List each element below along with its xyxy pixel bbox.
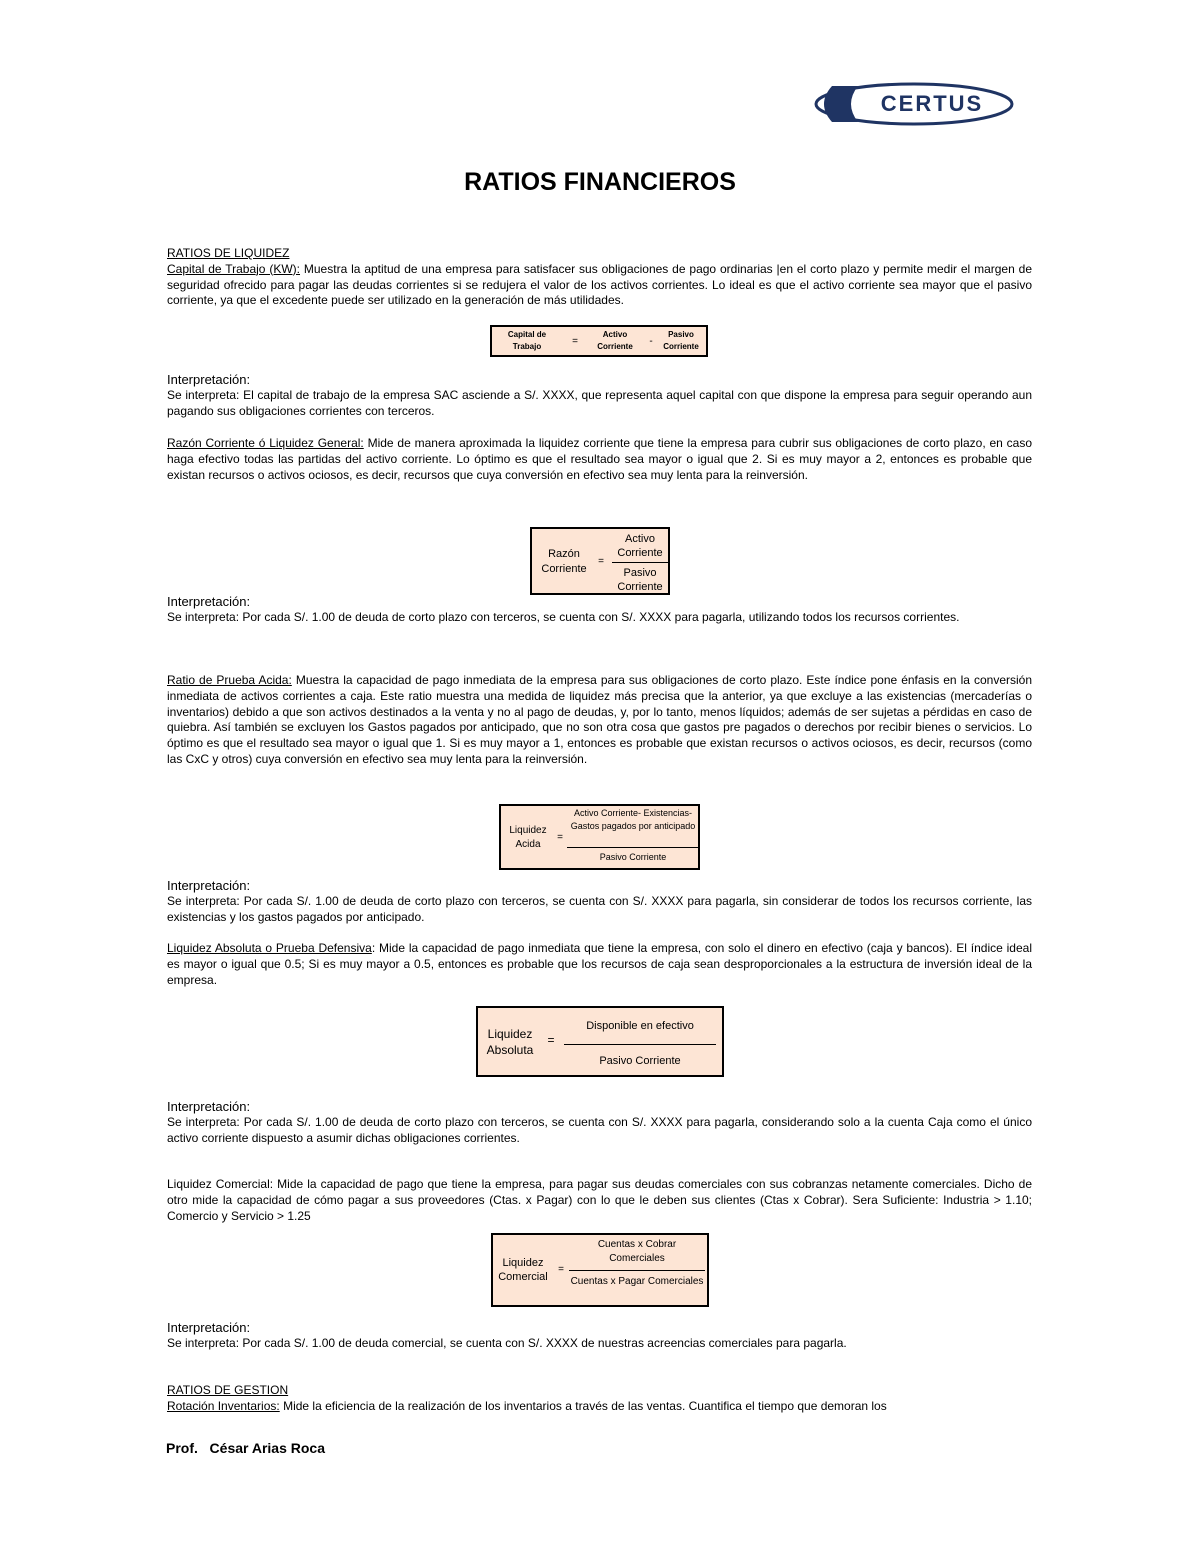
kw-formula-a: Activo Corriente	[597, 330, 633, 351]
gestion-section	[167, 1383, 1032, 1415]
interp-label: Interpretación:	[167, 878, 251, 893]
kw-text: Muestra la aptitud de una empresa para satisfacer sus obligaciones de pago ordinarias |en el corto plazo y permite medir el margen de seguridad ofrecido para pagar las deudas corrientes si se redujera el valor de los activos corrientes. Lo ideal es que el activo corriente sea mayor que el pasivo corriente, ya que el excedente puede ser utilizado en la generación de más utilidades.	[167, 261, 1032, 308]
interp-label: Interpretación:	[167, 1320, 251, 1335]
section-heading-gestion: RATIOS DE GESTION	[167, 1383, 289, 1397]
rc-formula-den: Pasivo Corriente	[617, 567, 663, 593]
pa-formula-eq: =	[557, 832, 563, 843]
la-formula-left: Liquidez Absoluta	[486, 1027, 534, 1057]
la-term: Liquidez Absoluta o Prueba Defensiva	[167, 941, 372, 955]
la-formula-num: Disponible en efectivo	[586, 1020, 694, 1032]
kw-formula-left: Capital de Trabajo	[507, 330, 547, 351]
fraction-line	[564, 1044, 716, 1045]
lc-formula-left: Liquidez Comercial	[498, 1257, 548, 1283]
la-text: : Mide la capacidad de pago inmediata que tiene la empresa, con solo el dinero en efectivo (caja y bancos). El índice ideal es mayor o igual que 0.5; Si es muy mayor a 0.5, entonces es probable que los recursos de caja sean desproporcionales a la estructura de inversión ideal de la empresa.	[167, 941, 1032, 987]
interp-label: Interpretación:	[167, 594, 251, 609]
pa-formula-num: Activo Corriente- Existencias- Gastos pagados por anticipado	[570, 808, 696, 831]
footer-author: Prof. César Arias Roca	[166, 1440, 325, 1456]
ri-text: Mide la eficiencia de la realización de los inventarios a través de las ventas. Cuantifica el tiempo que demoran los	[279, 1398, 887, 1413]
pa-term: Ratio de Prueba Acida:	[167, 673, 292, 687]
la-formula-box	[476, 1006, 724, 1077]
pa-text: Muestra la capacidad de pago inmediata de la empresa para sus obligaciones de corto plazo. Este índice pone énfasis en la conversión inmediata de activos corrientes a caja. Este ratio muestra una medida de liquidez más precisa que la anterior, ya que excluye a las existencias (mercaderías o inventarios) debido a que son activos destinados a la venta y no al pago de deudas, y, por lo tanto, menos líquidos; además de ser sujetas a pérdidas en caso de quiebra. Así también se excluyen los Gastos pagados por anticipado, que no son otra cosa que gastos pre pagados o derechos por recibir bienes o servicios. Lo óptimo es que el resultado sea mayor o igual que 1. Si es muy mayor a 1, entonces es probable que existan recursos o activos ociosos, es decir, recursos (como las CxC y otros) cuya conversión en efectivo sea muy lenta para la reinversión.	[167, 673, 1032, 766]
interp-label: Interpretación:	[167, 1099, 251, 1114]
rc-interpretation	[167, 594, 1032, 626]
rc-formula-eq: =	[598, 556, 604, 567]
lc-formula-num: Cuentas x Cobrar Comerciales	[597, 1239, 677, 1264]
kw-interpretation	[167, 372, 1032, 419]
kw-section	[167, 246, 1032, 309]
la-formula-den: Pasivo Corriente	[599, 1055, 681, 1067]
rc-paragraph	[167, 436, 1032, 483]
lc-paragraph: Liquidez Comercial: Mide la capacidad de pago que tiene la empresa, para pagar sus deudas comerciales con sus cobranzas netamente comerciales. Dicho de otro mide la capacidad de cómo pagar a sus proveedores (Ctas. x Pagar) con lo que le deben sus clientes (Ctas x Cobrar). Sera Suficiente: Industria > 1.10; Comercio y Servicio > 1.25	[167, 1177, 1032, 1223]
lc-formula-eq: =	[558, 1264, 564, 1275]
page-title: RATIOS FINANCIEROS	[464, 168, 736, 196]
kw-formula-eq: =	[572, 336, 578, 347]
lc-formula-den: Cuentas x Pagar Comerciales	[570, 1276, 704, 1287]
interp-label: Interpretación:	[167, 372, 251, 387]
pa-formula-left: Liquidez Acida	[509, 825, 547, 850]
kw-term: Capital de Trabajo (KW):	[167, 261, 301, 276]
ri-paragraph	[167, 1399, 1032, 1415]
fraction-line	[612, 562, 668, 563]
section-heading-liquidez: RATIOS DE LIQUIDEZ	[167, 246, 290, 260]
la-formula-eq: =	[547, 1033, 555, 1047]
svg-text:CERTUS: CERTUS	[880, 91, 984, 116]
kw-formula-op: -	[649, 336, 653, 347]
interp-text: Se interpreta: Por cada S/. 1.00 de deuda de corto plazo con terceros, se cuenta con S/. XXXX para pagarla, utilizando todos los recursos corrientes.	[167, 609, 960, 624]
pa-interpretation	[167, 878, 1032, 925]
rc-term: Razón Corriente ó Liquidez General:	[167, 436, 364, 450]
ri-term: Rotación Inventarios:	[167, 1398, 280, 1413]
kw-formula-box	[490, 325, 708, 357]
interp-text: Se interpreta: Por cada S/. 1.00 de deuda de corto plazo con terceros, se cuenta con S/. XXXX para pagarla, sin considerar de todos los recursos corriente, las existencias y los gastos pagados por anticipado.	[167, 893, 1032, 924]
interp-text: Se interpreta: Por cada S/. 1.00 de deuda comercial, se cuenta con S/. XXXX de nuestras acreencias comerciales para pagarla.	[167, 1335, 847, 1350]
pa-formula-box	[499, 804, 700, 870]
kw-paragraph	[167, 262, 1032, 309]
rc-formula-num: Activo Corriente	[617, 533, 663, 559]
interp-text: Se interpreta: Por cada S/. 1.00 de deuda de corto plazo con terceros, se cuenta con S/. XXXX para pagarla, considerando solo a la cuenta Caja como el único activo corriente dispuesto a asumir dichas obligaciones corrientes.	[167, 1114, 1032, 1145]
pa-paragraph	[167, 673, 1032, 768]
kw-formula-b: Pasivo Corriente	[663, 330, 699, 351]
pa-formula-den: Pasivo Corriente	[599, 852, 667, 862]
interp-text: Se interpreta: El capital de trabajo de la empresa SAC asciende a S/. XXXX, que representa aquel capital con que dispone la empresa para seguir operando aun pagando sus obligaciones corrientes con terceros.	[167, 387, 1032, 418]
rc-text: Mide de manera aproximada la liquidez corriente que tiene la empresa para cubrir sus obligaciones de corto plazo, en caso haga efectivo todas las partidas del activo corriente. Lo óptimo es que el resultado sea mayor o igual que 2. Si es muy mayor a 2, entonces es probable que existan recursos o activos ociosos, es decir, recursos que cuya conversión en efectivo sea muy lenta para la reinversión.	[167, 436, 1033, 482]
rc-formula-left: Razón Corriente	[541, 548, 587, 575]
lc-formula-box	[491, 1233, 709, 1307]
rc-formula-box	[530, 527, 670, 595]
fraction-line	[569, 1270, 705, 1271]
lc-interpretation	[167, 1320, 1032, 1352]
fraction-line	[567, 847, 699, 848]
la-paragraph	[167, 941, 1032, 988]
certus-logo	[814, 82, 1014, 126]
la-interpretation	[167, 1099, 1032, 1146]
